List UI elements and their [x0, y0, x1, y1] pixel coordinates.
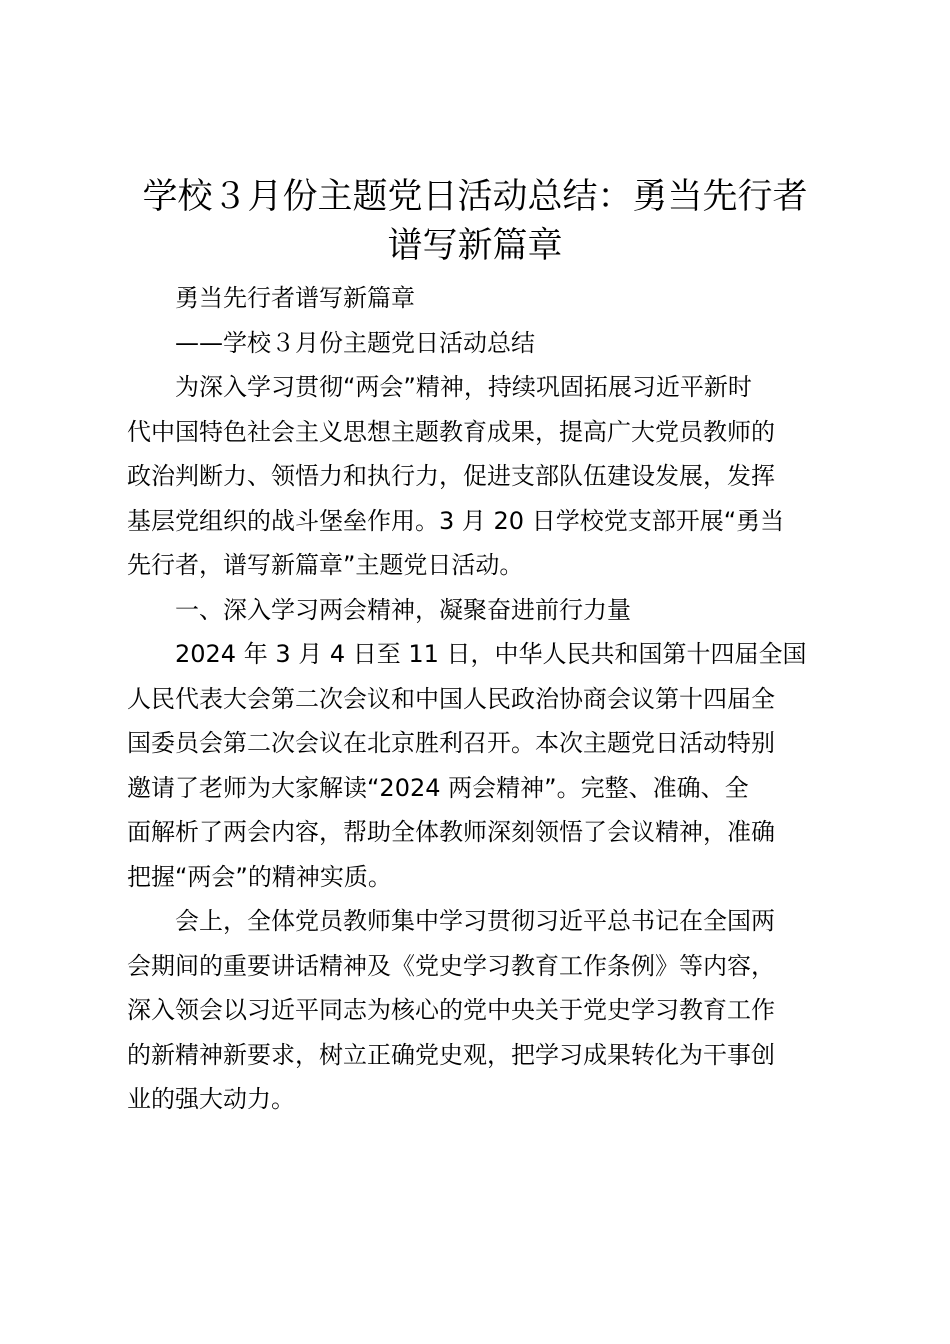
paragraph-line: 一、深入学习两会精神，凝聚奋进前行力量 — [175, 595, 631, 624]
document-title-line-2: 谱写新篇章 — [387, 226, 563, 266]
paragraph-line: 代中国特色社会主义思想主题教育成果，提高广大党员教师的 — [127, 417, 775, 446]
section-heading-1 — [127, 588, 833, 633]
intro-paragraph — [127, 365, 833, 588]
paragraph-line: 人民代表大会第二次会议和中国人民政治协商会议第十四届全 — [127, 684, 775, 713]
paragraph-line: ——学校３月份主题党日活动总结 — [175, 328, 535, 357]
paragraph-line: 政治判断力、领悟力和执行力，促进支部队伍建设发展，发挥 — [127, 462, 775, 490]
paragraph-line: 会上，全体党员教师集中学习贯彻习近平总书记在全国两 — [175, 907, 775, 935]
paragraph-line: 先行者，谱写新篇章”主题党日活动。 — [127, 551, 524, 579]
section-1-paragraph-2 — [127, 899, 833, 1122]
document-body — [127, 276, 833, 1122]
subtitle-dash-paragraph — [127, 321, 833, 366]
paragraph-line: 国委员会第二次会议在北京胜利召开。本次主题党日活动特别 — [127, 729, 775, 757]
paragraph-line: 会期间的重要讲话精神及《党史学习教育工作条例》等内容， — [127, 951, 775, 980]
paragraph-line: 基层党组织的战斗堡垒作用。3 月 20 日学校党支部开展“勇当 — [127, 506, 785, 535]
paragraph-line: 业的强大动力。 — [127, 1085, 295, 1113]
paragraph-line: 邀请了老师为大家解读“2024 两会精神”。完整、准确、全 — [127, 773, 749, 802]
paragraph-line: 面解析了两会内容，帮助全体教师深刻领悟了会议精神，准确 — [127, 818, 775, 846]
section-1-paragraph-1 — [127, 632, 833, 899]
paragraph-line: 勇当先行者谱写新篇章 — [175, 284, 415, 312]
document-title-line-1: 学校３月份主题党日活动总结：勇当先行者 — [142, 177, 808, 217]
subtitle-paragraph — [127, 276, 833, 321]
paragraph-line: 把握“两会”的精神实质。 — [127, 862, 392, 891]
paragraph-line: 深入领会以习近平同志为核心的党中央关于党史学习教育工作 — [127, 996, 775, 1024]
paragraph-line: 为深入学习贯彻“两会”精神，持续巩固拓展习近平新时 — [175, 373, 752, 401]
paragraph-line: 2024 年 3 月 4 日至 11 日，中华人民共和国第十四届全国 — [175, 640, 807, 668]
paragraph-line: 的新精神新要求，树立正确党史观，把学习成果转化为干事创 — [127, 1040, 775, 1069]
